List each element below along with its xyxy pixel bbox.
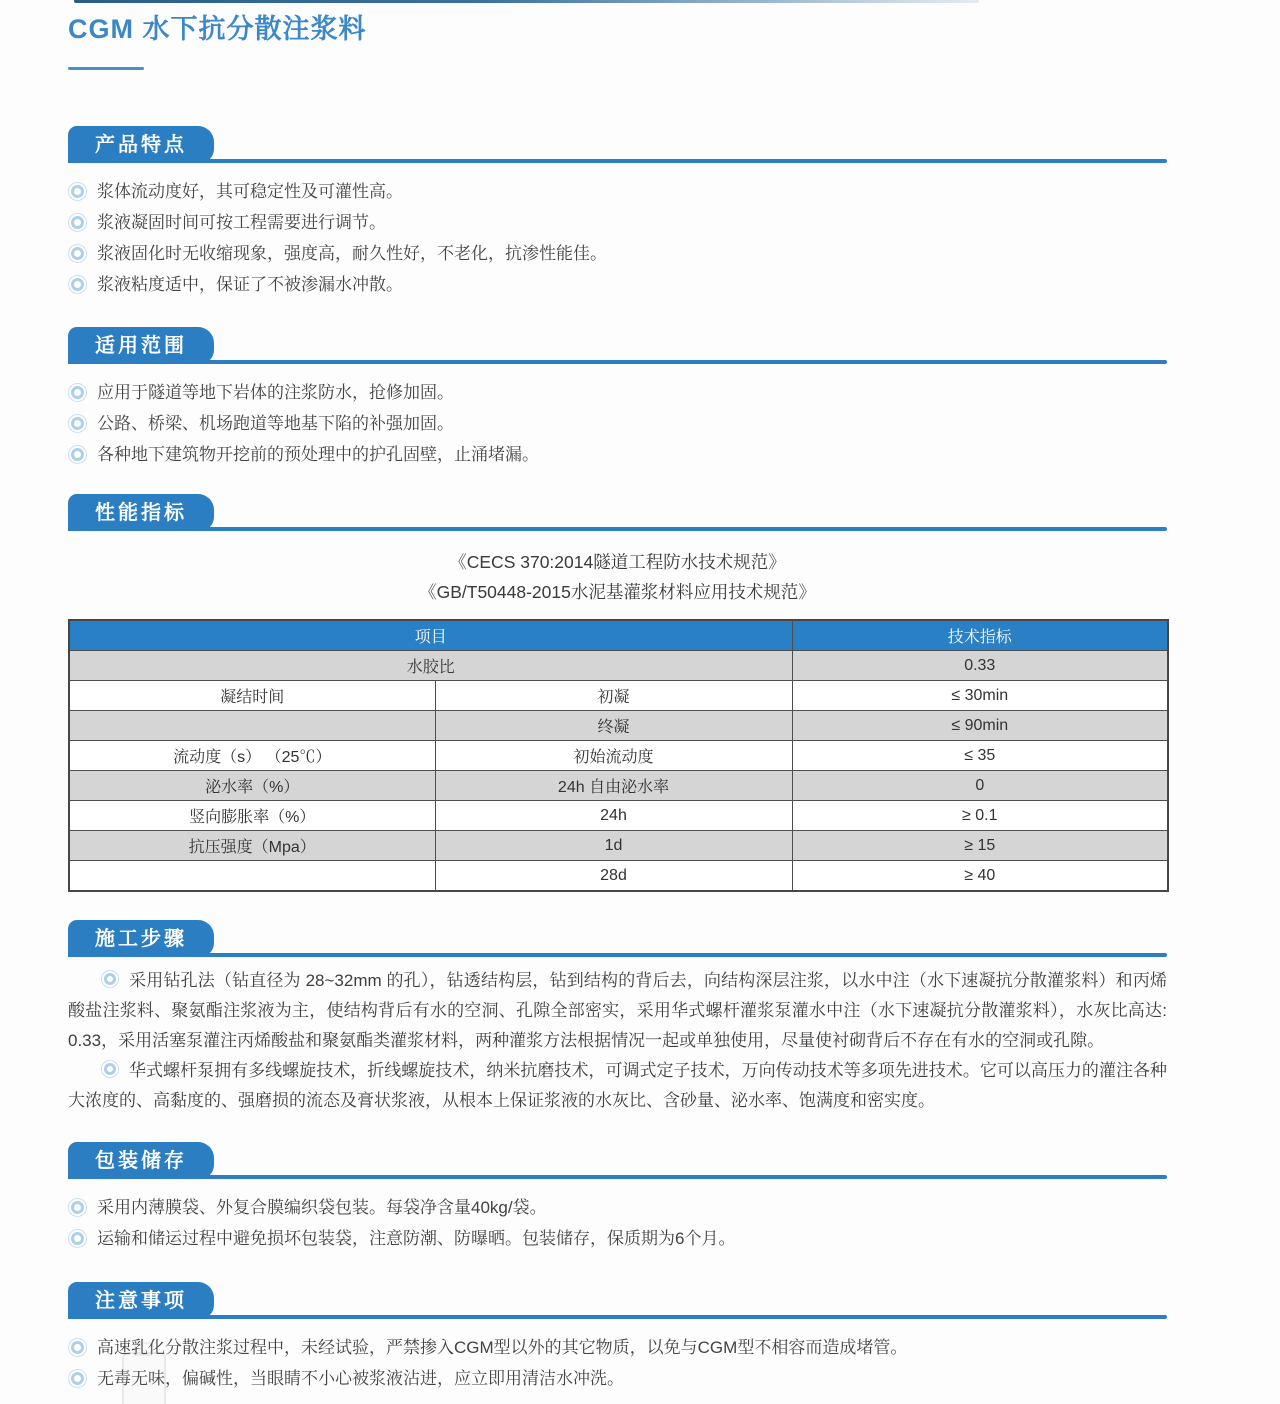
section-header-performance <box>68 494 1167 531</box>
features-list <box>68 176 1167 300</box>
list-item <box>68 1223 1167 1254</box>
standard-reference: 《CECS 370:2014隧道工程防水技术规范》 <box>449 552 786 572</box>
section-badge-packaging: 包装储存 <box>68 1142 214 1179</box>
table-cell: 24h <box>435 801 792 831</box>
list-item-text: 浆液凝固时间可按工程需要进行调节。 <box>97 213 386 232</box>
construction-paragraphs <box>68 966 1167 1116</box>
table-cell <box>69 711 435 741</box>
paragraph <box>68 1056 1167 1116</box>
table-cell: 0.33 <box>792 651 1168 681</box>
section-badge-construction: 施工步骤 <box>68 920 214 957</box>
table-header-value: 技术指标 <box>792 620 1168 651</box>
list-item-text: 应用于隧道等地下岩体的注浆防水，抢修加固。 <box>97 383 454 402</box>
list-item-text: 浆液固化时无收缩现象，强度高，耐久性好，不老化，抗渗性能佳。 <box>97 244 607 263</box>
section-header-features <box>68 126 1167 163</box>
table-row <box>69 831 1168 861</box>
table-row <box>69 801 1168 831</box>
ring-bullet-icon <box>71 216 84 229</box>
table-cell: 凝结时间 <box>69 681 435 711</box>
section-badge-notes: 注意事项 <box>68 1282 214 1319</box>
ring-bullet-icon <box>71 1372 84 1385</box>
section-rule <box>68 360 1167 364</box>
list-item <box>68 269 1167 300</box>
standards-references <box>68 547 1167 607</box>
list-item <box>68 439 1167 470</box>
table-cell: 28d <box>435 861 792 892</box>
performance-table <box>68 619 1169 892</box>
ring-bullet-icon <box>71 278 84 291</box>
table-cell: ≥ 40 <box>792 861 1168 892</box>
table-row <box>69 771 1168 801</box>
paragraph-text: 华式螺杆泵拥有多线螺旋技术，折线螺旋技术，纳米抗磨技术，可调式定子技术，万向传动技术等多项先进技术。它可以高压力的灌注各种大浓度的、高黏度的、强磨损的流态及膏状浆液，从根本上保证浆液的水灰比、含砂量、泌水率、饱满度和密实度。 <box>68 1061 1167 1110</box>
table-header-item: 项目 <box>69 620 792 651</box>
list-item <box>68 1363 1167 1394</box>
table-cell <box>69 861 435 892</box>
table-cell: 流动度（s） （25℃） <box>69 741 435 771</box>
table-cell: 竖向膨胀率（%） <box>69 801 435 831</box>
table-cell: ≥ 0.1 <box>792 801 1168 831</box>
ring-bullet-icon <box>71 448 84 461</box>
ring-bullet-icon <box>71 1341 84 1354</box>
section-header-notes <box>68 1282 1167 1319</box>
section-badge-scope: 适用范围 <box>68 327 214 364</box>
section-rule <box>68 159 1167 163</box>
ring-bullet-icon <box>71 417 84 430</box>
section-badge-features: 产品特点 <box>68 126 214 163</box>
list-item <box>68 1192 1167 1223</box>
ring-bullet-icon <box>104 1063 116 1075</box>
page-content <box>68 0 1167 1394</box>
table-row <box>69 651 1168 681</box>
section-rule <box>68 1175 1167 1179</box>
ring-bullet-icon <box>71 1232 84 1245</box>
table-cell: 抗压强度（Mpa） <box>69 831 435 861</box>
list-item <box>68 408 1167 439</box>
table-cell: 初凝 <box>435 681 792 711</box>
list-item-text: 浆体流动度好，其可稳定性及可灌性高。 <box>97 182 403 201</box>
ring-bullet-icon <box>71 247 84 260</box>
table-row <box>69 681 1168 711</box>
table-header-row <box>69 620 1168 651</box>
list-item <box>68 377 1167 408</box>
table-cell: 泌水率（%） <box>69 771 435 801</box>
ring-bullet-icon <box>104 973 116 985</box>
scope-list <box>68 377 1167 470</box>
list-item <box>68 207 1167 238</box>
table-row <box>69 861 1168 892</box>
list-item-text: 运输和储运过程中避免损坏包装袋，注意防潮、防曝晒。包装储存，保质期为6个月。 <box>97 1229 736 1248</box>
faint-watermark-artifact <box>122 1352 166 1404</box>
standard-reference: 《GB/T50448-2015水泥基灌浆材料应用技术规范》 <box>419 582 816 602</box>
page-title: CGM 水下抗分散注浆料 <box>68 14 367 44</box>
notes-list <box>68 1332 1167 1394</box>
section-rule <box>68 527 1167 531</box>
table-row <box>69 741 1168 771</box>
packaging-list <box>68 1192 1167 1254</box>
cropped-header-artifact <box>74 0 979 3</box>
table-cell: 初始流动度 <box>435 741 792 771</box>
list-item-text: 无毒无味，偏碱性，当眼睛不小心被浆液沾进，应立即用清洁水冲洗。 <box>97 1369 624 1388</box>
table-cell: ≤ 90min <box>792 711 1168 741</box>
ring-bullet-icon <box>71 1201 84 1214</box>
list-item-text: 浆液粘度适中，保证了不被渗漏水冲散。 <box>97 275 403 294</box>
table-cell: 1d <box>435 831 792 861</box>
section-header-packaging <box>68 1142 1167 1179</box>
table-cell: ≤ 35 <box>792 741 1168 771</box>
ring-bullet-icon <box>71 386 84 399</box>
section-header-scope <box>68 327 1167 364</box>
section-header-construction <box>68 920 1167 957</box>
table-cell: 0 <box>792 771 1168 801</box>
table-cell: ≤ 30min <box>792 681 1168 711</box>
paragraph-text: 采用钻孔法（钻直径为 28~32mm 的孔），钻透结构层，钻到结构的背后去，向结构深层注浆，以水中注（水下速凝抗分散灌浆料）和丙烯酸盐注浆料、聚氨酯注浆液为主，使结构背后有水的空洞、孔隙全部密实，采用华式螺杆灌浆泵灌水中注（水下速凝抗分散灌浆料），水灰比高达: 0.33，采用活塞泵灌注丙烯酸盐和聚氨酯类灌浆材料，两种灌浆方法根据情况一起或单独使用，尽量使衬砌背后不存在有水的空洞或孔隙。 <box>68 971 1167 1050</box>
list-item <box>68 1332 1167 1363</box>
table-row <box>69 711 1168 741</box>
paragraph <box>68 966 1167 1056</box>
ring-bullet-icon <box>71 185 84 198</box>
section-rule <box>68 953 1167 957</box>
table-cell: 水胶比 <box>69 651 792 681</box>
list-item-text: 采用内薄膜袋、外复合膜编织袋包装。每袋净含量40kg/袋。 <box>97 1198 547 1217</box>
list-item <box>68 176 1167 207</box>
section-badge-performance: 性能指标 <box>68 494 214 531</box>
table-cell: 终凝 <box>435 711 792 741</box>
list-item-text: 公路、桥梁、机场跑道等地基下陷的补强加固。 <box>97 414 454 433</box>
table-cell: 24h 自由泌水率 <box>435 771 792 801</box>
title-underline <box>68 67 144 70</box>
section-rule <box>68 1315 1167 1319</box>
table-cell: ≥ 15 <box>792 831 1168 861</box>
list-item <box>68 238 1167 269</box>
list-item-text: 各种地下建筑物开挖前的预处理中的护孔固壁，止涌堵漏。 <box>97 445 539 464</box>
list-item-text: 高速乳化分散注浆过程中，未经试验，严禁掺入CGM型以外的其它物质，以免与CGM型不相容而造成堵管。 <box>97 1338 908 1357</box>
